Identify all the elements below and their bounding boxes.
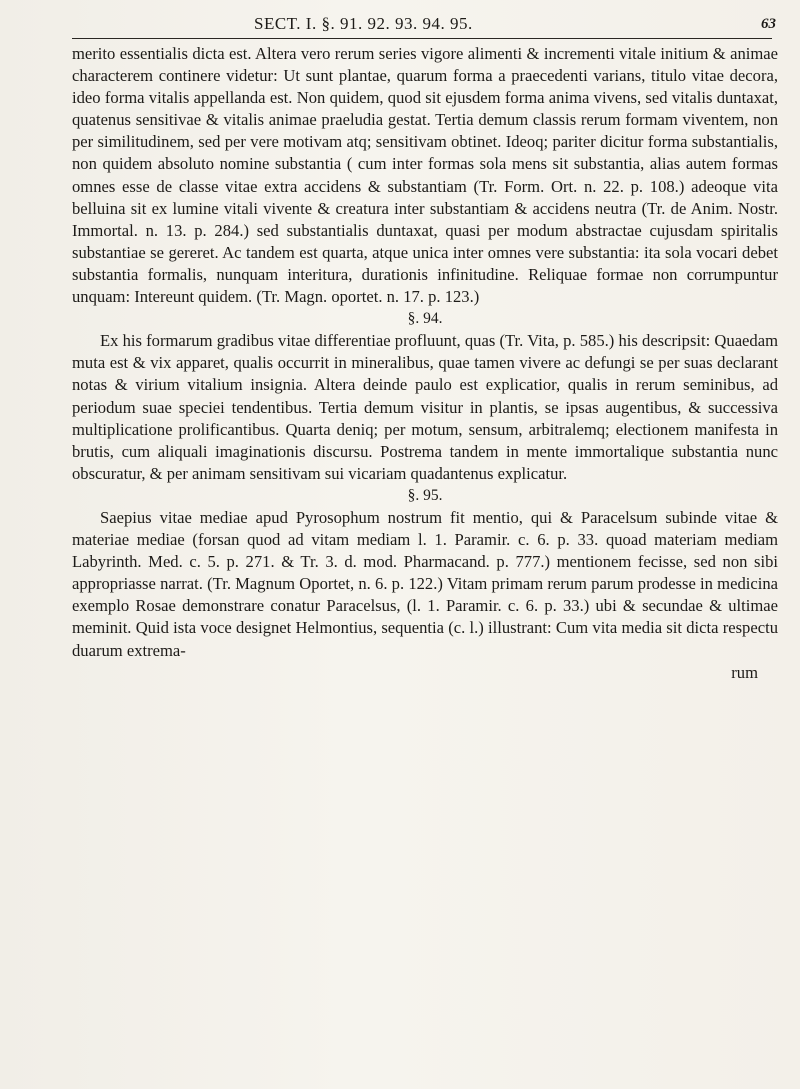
page-number: 63	[761, 16, 776, 32]
section-heading-95: §. 95.	[407, 486, 443, 504]
paragraph-3: Saepius vitae mediae apud Pyrosophum nostrum fit mentio, qui & Paracelsum subinde vitae & materiae mediae (forsan quod ad vitam mediam l. 1. Paramir. c. 6. p. 33. quoad materiam mediam Labyrinth. Med. c. 5. p. 271. & Tr. 3. d. mod. Pharmacand. p. 777.) mentionem fecisse, sed non sibi appropriasse narrat. (Tr. Magnum Oportet, n. 6. p. 122.) Vitam primam rerum parum prodesse in medicina exemplo Rosae demonstrare conatur Paracelsus, (l. 1. Paramir. c. 6. p. 33.) ubi & secundae & ultimae meminit. Quid ista voce designet Helmontius, sequentia (c. l.) illustrant: Cum vita media sit dicta respectu duarum extrema-	[72, 507, 778, 660]
paragraph-1: merito essentialis dicta est. Altera vero rerum series vigore alimenti & incrementi vitale initium & animae characterem continere videtur: Ut sunt plantae, quarum forma a praecedenti varians, titulo vitae decora, ideo forma vitalis appellanda est. Non quidem, quod sit ejusdem forma anima vivens, sed vitalis duntaxat, quatenus sensitivae & vitalis animae praeludia gestat. Tertia demum classis rerum formam viventem, non per similitudinem, sed per vere motivam atq; sensitivam obtinet. Ideoq; pariter dicitur forma substantialis, non quidem absoluto nomine substantia ( cum inter formas sola mens sit substantia, alias autem formas omnes esse de classe vitae extra accidens & substantiam (Tr. Form. Ort. n. 22. p. 108.) adeoque vita belluina sit ex lumine vitali vivente & creatura inter substantiam & accidens neutra (Tr. de Anim. Nostr. Immortal. n. 13. p. 284.) sed substantialis duntaxat, quasi per modum abstractae cujusdam spiritalis substantiae se gereret. Ac tandem est quarta, atque unica inter omnes vere substantia: ita sola vocari debet substantia formalis, nunquam interitura, durationis infinitudine. Reliquae formae non corrumpuntur unquam: Intereunt quidem. (Tr. Magn. oportet. n. 17. p. 123.)	[72, 44, 778, 307]
section-heading-94: §. 94.	[407, 310, 443, 328]
body-text	[72, 43, 778, 684]
catchword: rum	[731, 662, 758, 682]
header-rule	[72, 38, 772, 39]
paragraph-2: Ex his formarum gradibus vitae differentiae profluunt, quas (Tr. Vita, p. 585.) his descripsit: Quaedam muta est & vix apparet, qualis occurrit in mineralibus, quae tamen vivere ac defungi se per suas declarant notas & virium vitalium insignia. Altera deinde paulo est explicatior, qualis in rerum seminibus, ad periodum suae speciei tendentibus. Tertia demum visitur in plantis, se ipsas augentibus, & successiva multiplicatione prolificantibus. Quarta deniq; per motum, sensum, arbitralemq; electionem manifesta in brutis, cum aliquali imaginationis discursu. Postrema tandem in mente immortalique substantia nunc obscuratur, & per animam sensitivam sui vicariam quadantenus explicatur.	[72, 331, 778, 483]
running-head: SECT. I. §. 91. 92. 93. 94. 95.	[254, 14, 473, 33]
